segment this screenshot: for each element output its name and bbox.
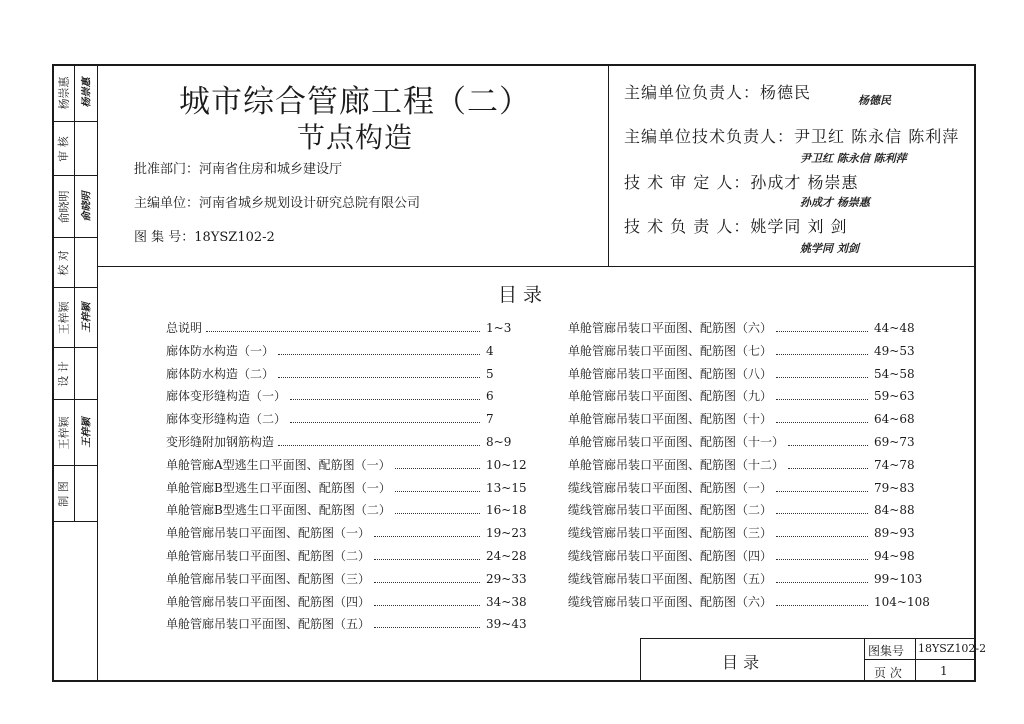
toc-entry[interactable]	[568, 434, 934, 450]
side-cell-label	[52, 238, 75, 287]
toc-entry-pages: 10~12	[486, 457, 527, 472]
toc-entry[interactable]	[166, 594, 546, 610]
toc-entry-pages: 24~28	[486, 549, 527, 563]
toc-title: 目 录	[498, 284, 543, 306]
toc-entry-pages: 39~43	[486, 617, 527, 632]
responsible-role: 技 术 审 定 人：	[624, 173, 751, 192]
toc-entry-name: 缆线管廊吊装口平面图、配筋图（六）	[568, 594, 773, 609]
toc-entry-name: 单舱管廊吊装口平面图、配筋图（十二）	[568, 457, 785, 472]
toc-entry-pages: 69~73	[874, 435, 915, 449]
toc-leader-dots	[290, 411, 480, 423]
toc-entry-pages: 44~48	[874, 321, 915, 335]
toc-entry[interactable]	[166, 320, 546, 336]
toc-entry[interactable]	[166, 388, 546, 404]
side-label-text: 杨崇惠	[57, 76, 70, 109]
side-label-text: 王梓颖	[57, 416, 70, 449]
toc-entry[interactable]	[568, 594, 934, 610]
toc-leader-dots	[278, 366, 480, 378]
toc-entry-name: 单舱管廊吊装口平面图、配筋图（十一）	[568, 435, 785, 449]
atlas-number: 图 集 号：18YSZ102-2	[134, 230, 275, 245]
side-cell	[52, 466, 97, 522]
side-cell	[52, 238, 97, 288]
side-signature-block	[52, 64, 98, 682]
toc-entry[interactable]	[166, 366, 546, 382]
side-cell	[52, 176, 97, 238]
toc-leader-dots	[374, 525, 480, 537]
toc-entry-name: 单舱管廊吊装口平面图、配筋图（八）	[568, 366, 773, 381]
handwritten-signature: 姚学同 刘剑	[800, 242, 859, 255]
atlas-label: 图集号	[868, 644, 905, 658]
side-cell-signature	[74, 238, 96, 287]
side-cell-signature	[74, 64, 96, 121]
responsible-names: 孙成才 杨崇惠	[750, 173, 859, 192]
responsible-role: 主编单位技术负责人：	[624, 127, 795, 146]
toc-leader-dots	[374, 548, 480, 560]
toc-leader-dots	[395, 480, 480, 492]
side-cell-label	[52, 122, 75, 175]
toc-leader-dots	[374, 616, 480, 628]
toc-entry[interactable]	[166, 502, 546, 518]
toc-entry-name: 单舱管廊吊装口平面图、配筋图（十）	[568, 412, 773, 427]
toc-entry-name: 单舱管廊B型逃生口平面图、配筋图（二）	[166, 503, 391, 518]
toc-entry-name: 单舱管廊B型逃生口平面图、配筋图（一）	[166, 480, 391, 495]
toc-entry-pages: 99~103	[874, 571, 923, 586]
side-cell-label	[52, 348, 75, 399]
handwritten-signature: 杨崇惠	[81, 77, 93, 108]
side-cell-label	[52, 466, 75, 521]
toc-leader-dots	[788, 457, 868, 469]
approval-department: 批准部门：河南省住房和城乡建设厅	[134, 162, 343, 177]
responsible-role: 技 术 负 责 人：	[624, 217, 751, 236]
toc-entry-pages: 84~88	[874, 503, 915, 518]
toc-leader-dots	[776, 388, 868, 400]
toc-entry[interactable]	[166, 571, 546, 587]
toc-entry[interactable]	[568, 411, 934, 427]
toc-entry-name: 缆线管廊吊装口平面图、配筋图（五）	[568, 571, 773, 586]
responsible-row	[624, 214, 848, 237]
side-cell-signature	[74, 400, 96, 465]
title-block-name: 目 录	[722, 653, 760, 672]
side-label-text: 制 图	[57, 480, 70, 507]
side-label-text: 校 对	[57, 249, 70, 276]
toc-leader-dots	[776, 480, 868, 492]
side-cell	[52, 400, 97, 466]
toc-leader-dots	[278, 343, 480, 355]
side-cell	[52, 64, 97, 122]
toc-entry-pages: 4	[486, 343, 494, 358]
side-cell-signature	[74, 122, 96, 175]
side-cell-label	[52, 176, 75, 237]
toc-entry-pages: 89~93	[874, 526, 915, 541]
toc-entry-name: 缆线管廊吊装口平面图、配筋图（四）	[568, 549, 773, 563]
responsible-names: 杨德民	[760, 83, 812, 102]
toc-entry-pages: 94~98	[874, 549, 915, 563]
toc-leader-dots	[395, 457, 480, 469]
toc-entry-pages: 16~18	[486, 503, 527, 518]
toc-leader-dots	[788, 434, 868, 446]
handwritten-signature: 孙成才 杨崇惠	[800, 196, 870, 209]
header-vertical-divider	[608, 64, 609, 266]
toc-entry[interactable]	[166, 457, 546, 473]
toc-entry-pages: 13~15	[486, 480, 527, 495]
toc-entry-pages: 54~58	[874, 366, 915, 381]
atlas-value: 18YSZ102-2	[918, 642, 987, 655]
toc-entry-name: 单舱管廊吊装口平面图、配筋图（一）	[166, 526, 371, 541]
toc-entry-name: 缆线管廊吊装口平面图、配筋图（三）	[568, 526, 773, 541]
toc-leader-dots	[776, 320, 868, 332]
toc-entry-pages: 64~68	[874, 412, 915, 427]
toc-entry[interactable]	[568, 343, 934, 359]
responsible-names: 姚学同 刘 剑	[750, 217, 848, 236]
toc-entry[interactable]	[568, 320, 934, 336]
toc-entry-pages: 6	[486, 389, 494, 404]
toc-entry-name: 单舱管廊吊装口平面图、配筋图（七）	[568, 343, 773, 358]
toc-entry-pages: 74~78	[874, 457, 915, 472]
side-cell-label	[52, 400, 75, 465]
toc-entry-name: 总说明	[166, 321, 203, 335]
side-cell	[52, 288, 97, 348]
toc-entry[interactable]	[166, 525, 546, 541]
toc-entry-name: 廊体防水构造（一）	[166, 343, 275, 358]
toc-entry-name: 单舱管廊吊装口平面图、配筋图（九）	[568, 389, 773, 404]
toc-entry-name: 单舱管廊A型逃生口平面图、配筋图（一）	[166, 457, 391, 472]
responsible-role: 主编单位负责人：	[624, 83, 761, 102]
toc-entry-name: 缆线管廊吊装口平面图、配筋图（二）	[568, 503, 773, 518]
toc-entry-pages: 104~108	[874, 594, 930, 609]
toc-entry[interactable]	[568, 502, 934, 518]
toc-leader-dots	[776, 525, 868, 537]
toc-entry-pages: 34~38	[486, 594, 527, 609]
handwritten-signature: 杨德民	[858, 94, 891, 107]
toc-entry-pages: 19~23	[486, 526, 527, 541]
toc-entry[interactable]	[568, 480, 934, 496]
toc-entry[interactable]	[166, 616, 546, 632]
toc-entry-name: 单舱管廊吊装口平面图、配筋图（四）	[166, 594, 371, 609]
toc-entry[interactable]	[568, 571, 934, 587]
toc-leader-dots	[395, 502, 480, 514]
side-label-text: 设 计	[57, 360, 70, 387]
toc-leader-dots	[206, 320, 480, 332]
toc-entry-pages: 59~63	[874, 389, 915, 404]
page-label: 页 次	[874, 666, 902, 680]
responsible-names: 尹卫红 陈永信 陈利萍	[794, 127, 960, 146]
toc-entry[interactable]	[568, 525, 934, 541]
toc-entry-name: 单舱管廊吊装口平面图、配筋图（二）	[166, 549, 371, 563]
responsible-row	[624, 124, 959, 147]
toc-entry-pages: 49~53	[874, 343, 915, 358]
side-cell-label	[52, 64, 75, 121]
toc-entry-name: 廊体变形缝构造（二）	[166, 412, 287, 427]
toc-entry-pages: 79~83	[874, 480, 915, 495]
responsible-row	[624, 80, 811, 103]
toc-entry[interactable]	[166, 480, 546, 496]
toc-entry[interactable]	[166, 343, 546, 359]
side-label-text: 俞晓明	[57, 190, 70, 223]
side-cell	[52, 122, 97, 176]
handwritten-signature: 尹卫红 陈永信 陈利萍	[800, 152, 907, 165]
toc-entry-pages: 8~9	[486, 435, 512, 449]
toc-entry-pages: 5	[486, 366, 494, 381]
toc-entry[interactable]	[166, 411, 546, 427]
toc-leader-dots	[776, 343, 868, 355]
toc-entry-pages: 29~33	[486, 571, 527, 586]
side-cell-signature	[74, 288, 96, 347]
side-cell	[52, 348, 97, 400]
page-value: 1	[940, 664, 948, 678]
toc-entry-name: 单舱管廊吊装口平面图、配筋图（六）	[568, 321, 773, 335]
header-divider	[98, 266, 975, 267]
toc-entry[interactable]	[166, 434, 546, 450]
toc-entry-name: 廊体防水构造（二）	[166, 366, 275, 381]
toc-entry[interactable]	[166, 548, 546, 564]
handwritten-signature: 王梓颖	[81, 417, 93, 448]
side-cell-label	[52, 288, 75, 347]
toc-entry-name: 单舱管廊吊装口平面图、配筋图（五）	[166, 617, 371, 632]
toc-leader-dots	[776, 594, 868, 606]
toc-leader-dots	[776, 411, 868, 423]
toc-leader-dots	[278, 434, 480, 446]
toc-entry[interactable]	[568, 388, 934, 404]
handwritten-signature: 俞晓明	[81, 191, 93, 222]
side-cell-signature	[74, 176, 96, 237]
toc-leader-dots	[776, 502, 868, 514]
toc-entry[interactable]	[568, 457, 934, 473]
toc-leader-dots	[374, 571, 480, 583]
toc-entry-name: 廊体变形缝构造（一）	[166, 389, 287, 404]
document-title: 城市综合管廊工程（二）	[179, 84, 531, 120]
toc-leader-dots	[776, 571, 868, 583]
toc-entry-name: 变形缝附加钢筋构造	[166, 435, 275, 449]
toc-leader-dots	[776, 548, 868, 560]
toc-entry-pages: 1~3	[486, 321, 512, 335]
side-label-text: 审 核	[57, 135, 70, 162]
toc-entry-pages: 7	[486, 412, 494, 427]
side-label-text: 王梓颖	[57, 301, 70, 334]
toc-entry[interactable]	[568, 366, 934, 382]
handwritten-signature: 王梓颖	[81, 302, 93, 333]
toc-entry-name: 缆线管廊吊装口平面图、配筋图（一）	[568, 480, 773, 495]
document-subtitle: 节点构造	[296, 121, 413, 154]
editor-unit: 主编单位：河南省城乡规划设计研究总院有限公司	[134, 196, 421, 211]
side-cell-signature	[74, 348, 96, 399]
toc-leader-dots	[374, 594, 480, 606]
toc-entry[interactable]	[568, 548, 934, 564]
side-cell-signature	[74, 466, 96, 521]
toc-leader-dots	[290, 388, 480, 400]
toc-entry-name: 单舱管廊吊装口平面图、配筋图（三）	[166, 571, 371, 586]
responsible-row	[624, 170, 858, 193]
toc-leader-dots	[776, 366, 868, 378]
